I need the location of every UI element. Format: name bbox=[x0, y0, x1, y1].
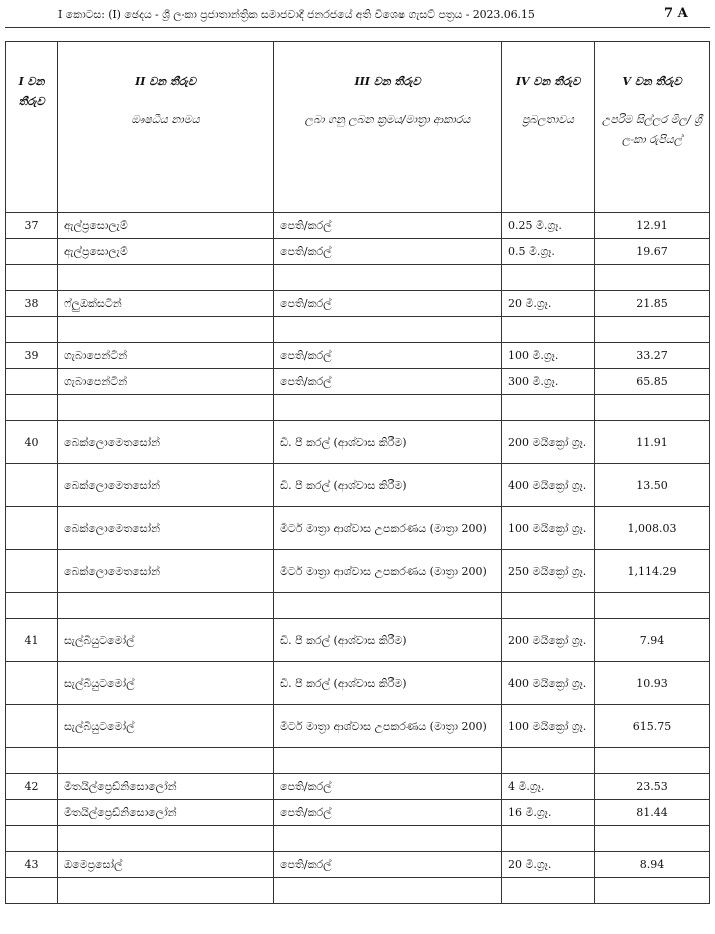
strength-cell: 100 මයික්‍රෝ ග්‍රෑ. bbox=[502, 507, 595, 550]
drug-name-cell: සැල්බියුටමෝල් bbox=[58, 705, 274, 748]
gazette-header-text: I කොටස: (I) ඡෙදය - ශ්‍රී ලංකා ප්‍රජාතාන්ත්‍රික සමාජවාදී ජනරජයේ අති විශෙෂ ගැසට් පත්‍රය - 2023.06.15 bbox=[58, 8, 535, 21]
table-row bbox=[6, 662, 710, 705]
table-row bbox=[6, 800, 710, 826]
dosage-form-cell: පෙති/කරල් bbox=[274, 291, 502, 317]
strength-cell: 4 මි.ග්‍රෑ. bbox=[502, 774, 595, 800]
max-retail-price-cell bbox=[595, 826, 710, 852]
strength-cell: 20 මි.ග්‍රෑ. bbox=[502, 291, 595, 317]
dosage-form-cell: මීටර් මාත්‍රා ආශ්වාස උපකරණය (මාත්‍රා 200) bbox=[274, 550, 502, 593]
table-row bbox=[6, 774, 710, 800]
item-number-cell: 43 bbox=[6, 852, 58, 878]
dosage-form-cell: පෙති/කරල් bbox=[274, 774, 502, 800]
max-retail-price-cell: 10.93 bbox=[595, 662, 710, 705]
table-row bbox=[6, 705, 710, 748]
dosage-form-cell: පෙති/කරල් bbox=[274, 852, 502, 878]
spacer-row bbox=[6, 748, 710, 774]
drug-name-cell bbox=[58, 593, 274, 619]
max-retail-price-cell: 1,114.29 bbox=[595, 550, 710, 593]
column-header-1 bbox=[6, 42, 58, 213]
column-5-title: V වන තීරුව bbox=[622, 75, 682, 88]
drug-name-cell: ගැබාපෙන්ටින් bbox=[58, 343, 274, 369]
strength-cell bbox=[502, 593, 595, 619]
drug-name-cell: සැල්බියුටමෝල් bbox=[58, 619, 274, 662]
table-row bbox=[6, 852, 710, 878]
strength-cell: 400 මයික්‍රෝ ග්‍රෑ. bbox=[502, 464, 595, 507]
table-row bbox=[6, 464, 710, 507]
column-1-title: I වන තීරුව bbox=[18, 75, 45, 108]
table-row bbox=[6, 619, 710, 662]
column-4-subtitle: ප්‍රබලතාවය bbox=[521, 113, 575, 126]
drug-name-cell bbox=[58, 878, 274, 904]
max-retail-price-cell bbox=[595, 748, 710, 774]
dosage-form-cell: පෙති/කරල් bbox=[274, 343, 502, 369]
strength-cell bbox=[502, 395, 595, 421]
max-retail-price-cell bbox=[595, 878, 710, 904]
strength-cell bbox=[502, 748, 595, 774]
drug-name-cell: ඇල්ප්‍රසොලැම් bbox=[58, 239, 274, 265]
strength-cell: 250 මයික්‍රෝ ග්‍රෑ. bbox=[502, 550, 595, 593]
spacer-row bbox=[6, 878, 710, 904]
dosage-form-cell: මීටර් මාත්‍රා ආශ්වාස උපකරණය (මාත්‍රා 200) bbox=[274, 507, 502, 550]
column-3-title: III වන තීරුව bbox=[354, 75, 421, 88]
column-4-title: IV වන තීරුව bbox=[515, 75, 581, 88]
table-row bbox=[6, 507, 710, 550]
dosage-form-cell: ඩී. පී කරල් (ආශ්වාස කිරීම) bbox=[274, 464, 502, 507]
max-retail-price-cell bbox=[595, 317, 710, 343]
dosage-form-cell: මීටර් මාත්‍රා ආශ්වාස උපකරණය (මාත්‍රා 200) bbox=[274, 705, 502, 748]
dosage-form-cell bbox=[274, 593, 502, 619]
column-header-2 bbox=[58, 42, 274, 213]
item-number-cell bbox=[6, 705, 58, 748]
item-number-cell bbox=[6, 593, 58, 619]
dosage-form-cell bbox=[274, 878, 502, 904]
max-retail-price-cell: 23.53 bbox=[595, 774, 710, 800]
dosage-form-cell: ඩී. පී කරල් (ආශ්වාස කිරීම) bbox=[274, 662, 502, 705]
strength-cell: 0.5 මි.ග්‍රෑ. bbox=[502, 239, 595, 265]
table-body bbox=[6, 213, 710, 904]
dosage-form-cell bbox=[274, 317, 502, 343]
max-retail-price-cell: 21.85 bbox=[595, 291, 710, 317]
item-number-cell: 42 bbox=[6, 774, 58, 800]
strength-cell: 400 මයික්‍රෝ ග්‍රෑ. bbox=[502, 662, 595, 705]
table-row bbox=[6, 239, 710, 265]
dosage-form-cell bbox=[274, 826, 502, 852]
item-number-cell: 37 bbox=[6, 213, 58, 239]
max-retail-price-cell: 615.75 bbox=[595, 705, 710, 748]
drug-name-cell bbox=[58, 826, 274, 852]
item-number-cell bbox=[6, 507, 58, 550]
strength-cell bbox=[502, 317, 595, 343]
max-retail-price-cell: 11.91 bbox=[595, 421, 710, 464]
column-2-subtitle: ඖෂධීය නාමය bbox=[131, 113, 200, 126]
drug-name-cell: බෙක්ලොමෙතසෝන් bbox=[58, 550, 274, 593]
drug-name-cell: ඔමෙප්‍රසෝල් bbox=[58, 852, 274, 878]
column-header-3 bbox=[274, 42, 502, 213]
max-retail-price-cell: 13.50 bbox=[595, 464, 710, 507]
column-header-5 bbox=[595, 42, 710, 213]
max-retail-price-cell: 12.91 bbox=[595, 213, 710, 239]
strength-cell: 16 මි.ග්‍රෑ. bbox=[502, 800, 595, 826]
strength-cell: 100 මයික්‍රෝ ග්‍රෑ. bbox=[502, 705, 595, 748]
strength-cell bbox=[502, 265, 595, 291]
spacer-row bbox=[6, 265, 710, 291]
strength-cell: 200 මයික්‍රෝ ග්‍රෑ. bbox=[502, 619, 595, 662]
dosage-form-cell bbox=[274, 748, 502, 774]
page-number: 7 A bbox=[664, 6, 688, 21]
drug-name-cell: බෙක්ලොමෙතසෝන් bbox=[58, 464, 274, 507]
item-number-cell: 38 bbox=[6, 291, 58, 317]
max-retail-price-cell: 1,008.03 bbox=[595, 507, 710, 550]
drug-name-cell: ඇල්ප්‍රසොලැම් bbox=[58, 213, 274, 239]
item-number-cell bbox=[6, 265, 58, 291]
spacer-row bbox=[6, 826, 710, 852]
strength-cell bbox=[502, 878, 595, 904]
table-header-row bbox=[6, 42, 710, 213]
item-number-cell bbox=[6, 878, 58, 904]
strength-cell: 200 මයික්‍රෝ ග්‍රෑ. bbox=[502, 421, 595, 464]
item-number-cell bbox=[6, 369, 58, 395]
spacer-row bbox=[6, 395, 710, 421]
table-row bbox=[6, 213, 710, 239]
max-retail-price-cell bbox=[595, 265, 710, 291]
drug-name-cell: සැල්බියුටමෝල් bbox=[58, 662, 274, 705]
max-retail-price-cell: 65.85 bbox=[595, 369, 710, 395]
item-number-cell bbox=[6, 550, 58, 593]
drug-name-cell bbox=[58, 748, 274, 774]
header-divider bbox=[5, 27, 710, 28]
dosage-form-cell: ඩී. පී කරල් (ආශ්වාස කිරීම) bbox=[274, 619, 502, 662]
item-number-cell bbox=[6, 464, 58, 507]
spacer-row bbox=[6, 593, 710, 619]
strength-cell: 100 මි.ග්‍රෑ. bbox=[502, 343, 595, 369]
dosage-form-cell: පෙති/කරල් bbox=[274, 800, 502, 826]
max-retail-price-cell bbox=[595, 593, 710, 619]
item-number-cell: 39 bbox=[6, 343, 58, 369]
column-3-subtitle: ලබා ගනු ලබන ක්‍රමය/මාත්‍රා ආකාරය bbox=[304, 113, 471, 126]
table-row bbox=[6, 421, 710, 464]
drug-name-cell bbox=[58, 317, 274, 343]
column-header-4 bbox=[502, 42, 595, 213]
item-number-cell bbox=[6, 800, 58, 826]
drug-name-cell bbox=[58, 265, 274, 291]
item-number-cell bbox=[6, 317, 58, 343]
spacer-row bbox=[6, 317, 710, 343]
dosage-form-cell bbox=[274, 395, 502, 421]
dosage-form-cell: ඩී. පී කරල් (ආශ්වාස කිරීම) bbox=[274, 421, 502, 464]
max-retail-price-cell: 81.44 bbox=[595, 800, 710, 826]
strength-cell: 20 මි.ග්‍රෑ. bbox=[502, 852, 595, 878]
max-retail-price-cell: 7.94 bbox=[595, 619, 710, 662]
page-header bbox=[0, 0, 715, 28]
item-number-cell bbox=[6, 395, 58, 421]
drug-name-cell: ෆ්ලුඔක්සටින් bbox=[58, 291, 274, 317]
drug-name-cell bbox=[58, 395, 274, 421]
drug-name-cell: බෙක්ලොමෙතසෝන් bbox=[58, 421, 274, 464]
dosage-form-cell: පෙති/කරල් bbox=[274, 239, 502, 265]
max-retail-price-cell: 8.94 bbox=[595, 852, 710, 878]
drug-name-cell: මිතයිල්ප්‍රෙඩ්නිසොලෝන් bbox=[58, 800, 274, 826]
item-number-cell bbox=[6, 748, 58, 774]
strength-cell: 0.25 මි.ග්‍රෑ. bbox=[502, 213, 595, 239]
table-row bbox=[6, 550, 710, 593]
max-retail-price-cell: 19.67 bbox=[595, 239, 710, 265]
dosage-form-cell bbox=[274, 265, 502, 291]
drug-price-table bbox=[5, 41, 710, 904]
item-number-cell bbox=[6, 662, 58, 705]
drug-name-cell: මිතයිල්ප්‍රෙඩ්නිසොලෝන් bbox=[58, 774, 274, 800]
drug-name-cell: බෙක්ලොමෙතසෝන් bbox=[58, 507, 274, 550]
item-number-cell bbox=[6, 826, 58, 852]
table-row bbox=[6, 343, 710, 369]
table-row bbox=[6, 291, 710, 317]
max-retail-price-cell bbox=[595, 395, 710, 421]
column-2-title: II වන තීරුව bbox=[135, 75, 196, 88]
strength-cell bbox=[502, 826, 595, 852]
strength-cell: 300 මි.ග්‍රෑ. bbox=[502, 369, 595, 395]
dosage-form-cell: පෙති/කරල් bbox=[274, 213, 502, 239]
drug-name-cell: ගැබාපෙන්ටින් bbox=[58, 369, 274, 395]
column-5-subtitle: උපරිම සිල්ලර මිල/ ශ්‍රී ලංකා රුපියල් bbox=[601, 113, 703, 146]
item-number-cell: 41 bbox=[6, 619, 58, 662]
item-number-cell: 40 bbox=[6, 421, 58, 464]
item-number-cell bbox=[6, 239, 58, 265]
dosage-form-cell: පෙති/කරල් bbox=[274, 369, 502, 395]
max-retail-price-cell: 33.27 bbox=[595, 343, 710, 369]
table-row bbox=[6, 369, 710, 395]
